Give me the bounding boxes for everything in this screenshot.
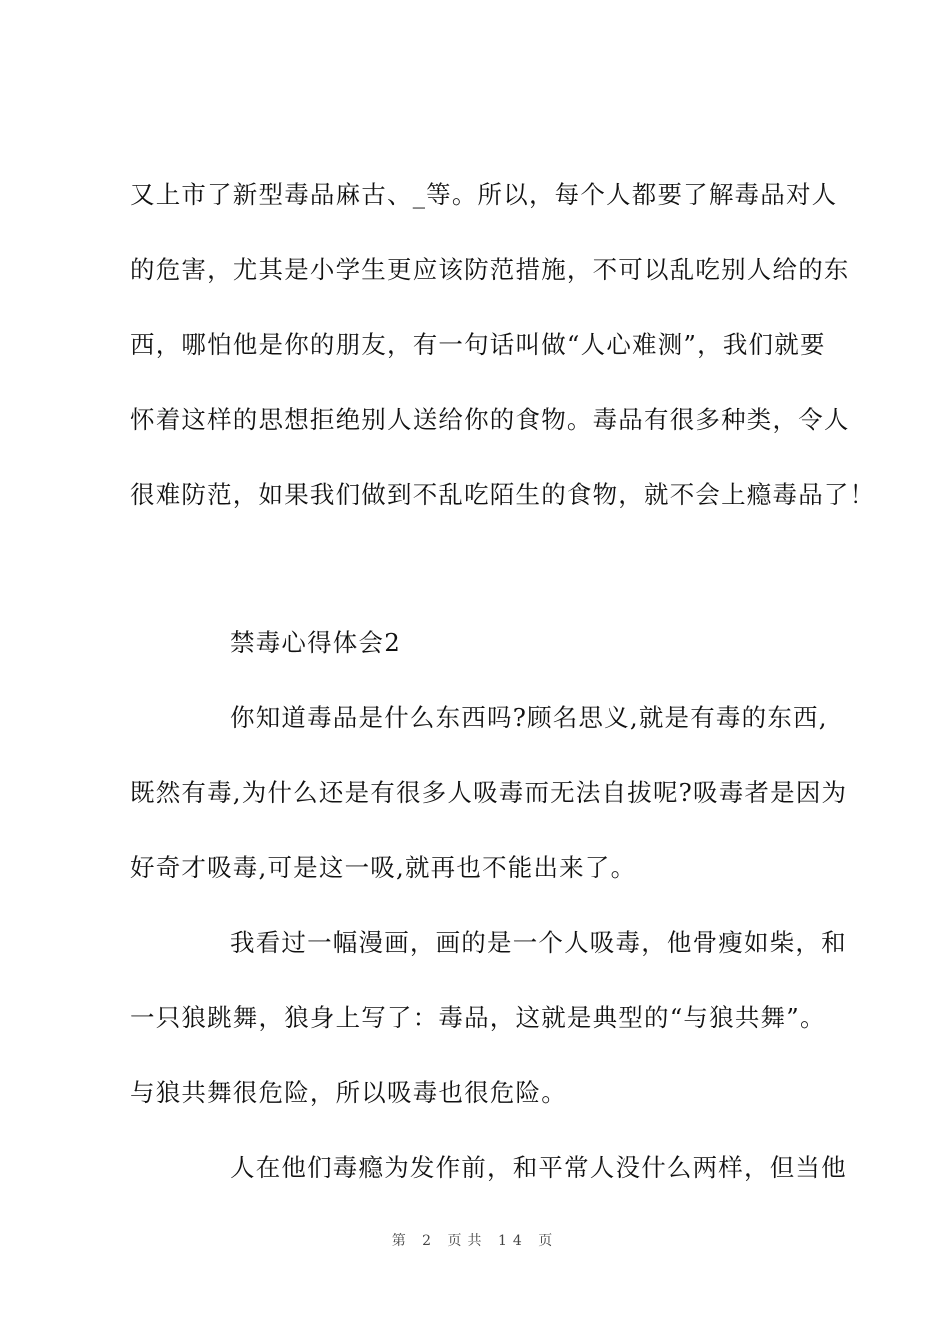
paragraph-1-line-5: 很难防范，如果我们做到不乱吃陌生的食物，就不会上瘾毒品了！: [130, 480, 876, 509]
paragraph-2-line-3: 好奇才吸毒,可是这一吸,就再也不能出来了。: [130, 853, 637, 882]
paragraph-1-line-3: 西，哪怕他是你的朋友，有一句话叫做“人心难测”，我们就要: [130, 330, 826, 359]
page-number-footer: 第 2 页共 14 页: [391, 1233, 559, 1249]
paragraph-1-line-2: 的危害，尤其是小学生更应该防范措施，不可以乱吃别人给的东: [130, 255, 850, 284]
paragraph-3-line-2: 一只狼跳舞，狼身上写了：毒品，这就是典型的“与狼共舞”。: [130, 1003, 826, 1032]
section-title: 禁毒心得体会2: [230, 628, 401, 657]
paragraph-3-line-3: 与狼共舞很危险，所以吸毒也很危险。: [130, 1078, 567, 1107]
paragraph-3-line-1: 我看过一幅漫画，画的是一个人吸毒，他骨瘦如柴，和: [230, 928, 847, 957]
paragraph-1-line-1: 又上市了新型毒品麻古、_等。所以，每个人都要了解毒品对人: [130, 180, 838, 209]
paragraph-4-line-1: 人在他们毒瘾为发作前，和平常人没什么两样，但当他: [230, 1153, 847, 1182]
paragraph-1-line-4: 怀着这样的思想拒绝别人送给你的食物。毒品有很多种类，令人: [130, 405, 850, 434]
paragraph-2-line-1: 你知道毒品是什么东西吗?顾名思义,就是有毒的东西,: [230, 703, 828, 732]
paragraph-2-line-2: 既然有毒,为什么还是有很多人吸毒而无法自拔呢?吸毒者是因为: [130, 778, 848, 807]
